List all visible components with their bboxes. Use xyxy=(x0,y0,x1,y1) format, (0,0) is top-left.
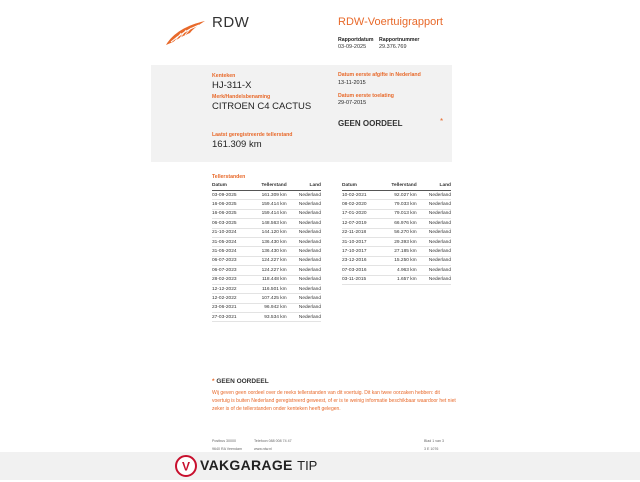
cell-tellerstand: 159.414 km xyxy=(252,209,286,218)
vakgarage-mark: V xyxy=(181,459,191,474)
table-header-row xyxy=(342,182,451,191)
cell-land: Nederland xyxy=(417,228,451,237)
cell-datum: 03-11-2015 xyxy=(342,275,382,284)
report-title: RDW-Voertuigrapport xyxy=(338,16,443,28)
cell-datum: 23-06-2021 xyxy=(212,303,252,312)
rapportnummer-label: Rapportnummer xyxy=(379,37,420,43)
cell-tellerstand: 144.120 km xyxy=(252,228,286,237)
cell-datum: 27-03-2021 xyxy=(212,313,252,322)
col-datum: Datum xyxy=(212,182,252,191)
merk-label: Merk/Handelsbenaming xyxy=(212,94,271,100)
cell-tellerstand: 136.430 km xyxy=(252,237,286,246)
rapportdatum-label: Rapportdatum xyxy=(338,37,374,43)
cell-tellerstand: 79.013 km xyxy=(382,209,416,218)
cell-datum: 28-02-2023 xyxy=(212,275,252,284)
cell-land: Nederland xyxy=(287,191,321,200)
kenteken-value: HJ-311-X xyxy=(212,80,252,91)
table-row xyxy=(212,284,321,293)
cell-datum: 23-12-2016 xyxy=(342,256,382,265)
cell-land: Nederland xyxy=(417,191,451,200)
eerste-toelating-value: 29-07-2015 xyxy=(338,100,367,106)
vakgarage-logo-icon xyxy=(175,455,197,477)
cell-datum: 10-02-2021 xyxy=(342,191,382,200)
table-row xyxy=(342,219,451,228)
vehicle-info-panel xyxy=(151,65,452,162)
rdw-logo-icon xyxy=(163,17,207,47)
tellerstanden-table-right xyxy=(342,182,451,285)
vakgarage-wordmark xyxy=(200,457,317,475)
cell-land: Nederland xyxy=(417,266,451,275)
footer-telefoon: Telefoon 088 008 74 47 xyxy=(254,439,292,443)
table-header-row xyxy=(212,182,321,191)
cell-tellerstand: 79.033 km xyxy=(382,200,416,209)
table-row xyxy=(212,191,321,200)
table-row xyxy=(342,228,451,237)
cell-datum: 03-09-2025 xyxy=(212,191,252,200)
verdict-badge: GEEN OORDEEL xyxy=(338,119,403,128)
oordeel-title-text: GEEN OORDEEL xyxy=(216,378,269,385)
cell-land: Nederland xyxy=(287,256,321,265)
footer-postbus: Postbus 30000 xyxy=(212,439,236,443)
table-row xyxy=(342,200,451,209)
cell-datum: 16-06-2025 xyxy=(212,200,252,209)
table-row xyxy=(212,294,321,303)
cell-land: Nederland xyxy=(287,219,321,228)
cell-datum: 06-03-2025 xyxy=(212,219,252,228)
cell-land: Nederland xyxy=(417,256,451,265)
table-row xyxy=(212,275,321,284)
cell-tellerstand: 27.185 km xyxy=(382,247,416,256)
cell-land: Nederland xyxy=(287,275,321,284)
footer-website[interactable]: www.rdw.nl xyxy=(254,447,272,451)
cell-land: Nederland xyxy=(287,284,321,293)
cell-datum: 07-03-2016 xyxy=(342,266,382,275)
cell-tellerstand: 118.448 km xyxy=(252,275,286,284)
cell-tellerstand: 1.657 km xyxy=(382,275,416,284)
rapportnummer-value: 29.376.769 xyxy=(379,44,407,50)
table-row xyxy=(212,247,321,256)
cell-land: Nederland xyxy=(417,209,451,218)
cell-land: Nederland xyxy=(287,200,321,209)
col-land: Land xyxy=(417,182,451,191)
cell-tellerstand: 4.963 km xyxy=(382,266,416,275)
cell-datum: 31-05-2024 xyxy=(212,237,252,246)
table-row xyxy=(212,256,321,265)
oordeel-title: * GEEN OORDEEL xyxy=(212,378,269,385)
footer-page: Blad 1 van 3 xyxy=(424,439,444,443)
cell-datum: 12-02-2022 xyxy=(212,294,252,303)
laatst-tellerstand-label: Laatst geregistreerde tellerstand xyxy=(212,132,293,138)
cell-datum: 06-07-2023 xyxy=(212,256,252,265)
cell-tellerstand: 66.976 km xyxy=(382,219,416,228)
cell-tellerstand: 29.393 km xyxy=(382,237,416,246)
merk-value: CITROEN C4 CACTUS xyxy=(212,101,312,112)
cell-datum: 22-11-2018 xyxy=(342,228,382,237)
logo-text: RDW xyxy=(212,14,250,31)
eerste-afgifte-value: 13-11-2015 xyxy=(338,80,366,86)
col-tellerstand: Tellerstand xyxy=(382,182,416,191)
cell-tellerstand: 56.270 km xyxy=(382,228,416,237)
table-row xyxy=(342,275,451,284)
cell-datum: 12-07-2019 xyxy=(342,219,382,228)
cell-land: Nederland xyxy=(287,266,321,275)
table-row xyxy=(342,209,451,218)
cell-tellerstand: 136.430 km xyxy=(252,247,286,256)
footer-postcode: 9640 RA Veendam xyxy=(212,447,242,451)
cell-land: Nederland xyxy=(287,209,321,218)
cell-datum: 17-01-2020 xyxy=(342,209,382,218)
rapportdatum-value: 03-09-2025 xyxy=(338,44,367,50)
cell-land: Nederland xyxy=(417,275,451,284)
cell-datum: 16-06-2025 xyxy=(212,209,252,218)
table-row xyxy=(342,191,451,200)
cell-tellerstand: 148.563 km xyxy=(252,219,286,228)
table-row xyxy=(212,266,321,275)
eerste-afgifte-label: Datum eerste afgifte in Nederland xyxy=(338,72,421,78)
cell-land: Nederland xyxy=(287,313,321,322)
cell-tellerstand: 93.534 km xyxy=(252,313,286,322)
table-row xyxy=(342,237,451,246)
oordeel-text: Wij geven geen oordeel over de reeks tellerstanden van dit voertuig. Dit kan twee oorzaken hebben: dit voertuig is buiten Nederland geregistreerd geweest, of er is te weinig informatie beschikbaar waardoor het niet zeker is of de tellerstanden onder kenteken heeft gelegen. xyxy=(212,390,456,413)
cell-land: Nederland xyxy=(287,294,321,303)
cell-datum: 06-07-2023 xyxy=(212,266,252,275)
col-tellerstand: Tellerstand xyxy=(252,182,286,191)
vakgarage-brand: VAKGARAGE xyxy=(200,457,293,473)
cell-datum: 17-10-2017 xyxy=(342,247,382,256)
table-row xyxy=(212,237,321,246)
cell-land: Nederland xyxy=(287,237,321,246)
tellerstanden-title: Tellerstanden xyxy=(212,174,246,180)
table-row xyxy=(212,303,321,312)
cell-land: Nederland xyxy=(417,219,451,228)
cell-tellerstand: 92.027 km xyxy=(382,191,416,200)
table-row xyxy=(342,247,451,256)
cell-datum: 31-05-2024 xyxy=(212,247,252,256)
col-datum: Datum xyxy=(342,182,382,191)
table-row xyxy=(342,266,451,275)
cell-tellerstand: 159.414 km xyxy=(252,200,286,209)
cell-land: Nederland xyxy=(417,247,451,256)
table-row xyxy=(212,228,321,237)
cell-tellerstand: 124.227 km xyxy=(252,256,286,265)
cell-tellerstand: 107.425 km xyxy=(252,294,286,303)
cell-datum: 21-10-2024 xyxy=(212,228,252,237)
vakgarage-banner xyxy=(0,452,640,480)
cell-land: Nederland xyxy=(287,303,321,312)
cell-datum: 08-02-2020 xyxy=(342,200,382,209)
tellerstanden-table-left xyxy=(212,182,321,322)
cell-tellerstand: 116.501 km xyxy=(252,284,286,293)
cell-tellerstand: 124.227 km xyxy=(252,266,286,275)
footer-code: 3 E 1076 xyxy=(424,447,439,451)
laatst-tellerstand-value: 161.309 km xyxy=(212,139,262,150)
cell-tellerstand: 96.942 km xyxy=(252,303,286,312)
table-row xyxy=(212,313,321,322)
cell-land: Nederland xyxy=(287,247,321,256)
cell-land: Nederland xyxy=(417,200,451,209)
table-row xyxy=(212,219,321,228)
verdict-asterisk: * xyxy=(440,117,444,126)
cell-datum: 12-12-2022 xyxy=(212,284,252,293)
eerste-toelating-label: Datum eerste toelating xyxy=(338,93,394,99)
cell-land: Nederland xyxy=(287,228,321,237)
vakgarage-tip: TIP xyxy=(297,458,318,473)
table-row xyxy=(342,256,451,265)
cell-land: Nederland xyxy=(417,237,451,246)
kenteken-label: Kenteken xyxy=(212,73,236,79)
col-land: Land xyxy=(287,182,321,191)
table-row xyxy=(212,200,321,209)
cell-datum: 31-10-2017 xyxy=(342,237,382,246)
cell-tellerstand: 15.250 km xyxy=(382,256,416,265)
cell-tellerstand: 161.309 km xyxy=(252,191,286,200)
table-row xyxy=(212,209,321,218)
